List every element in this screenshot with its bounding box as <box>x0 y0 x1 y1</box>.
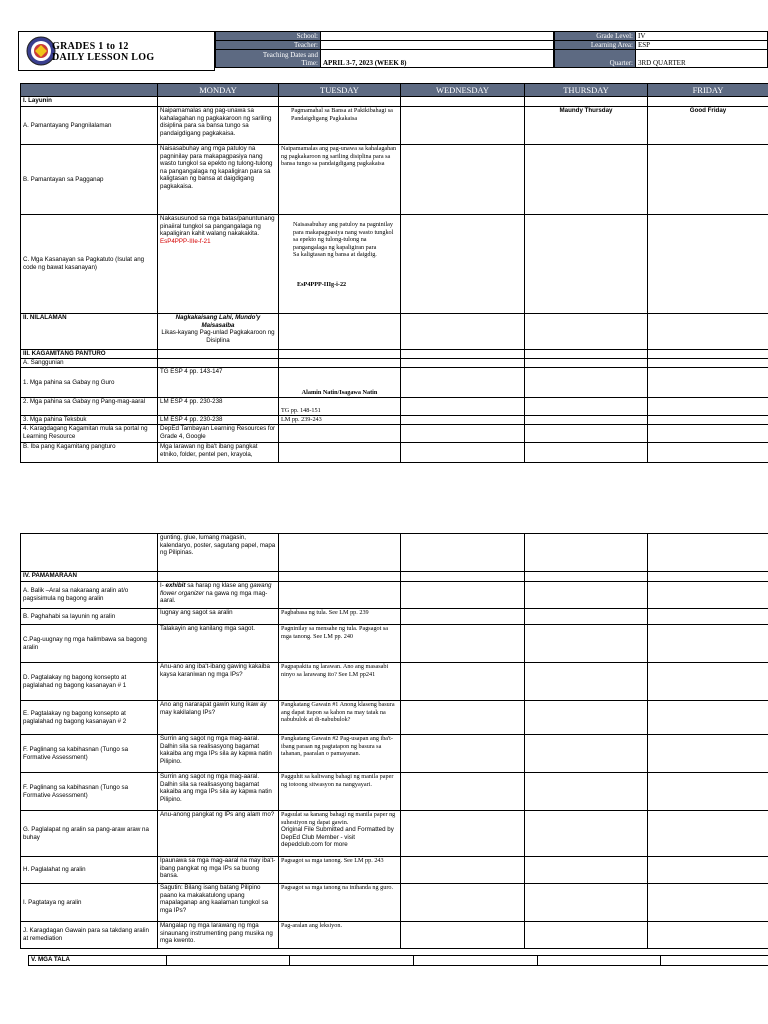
row-label: D. Pagtalakay ng bagong konsepto at paglalahad ng bagong kasanayan # 1 <box>21 663 158 701</box>
cell-monday: Anu-ano ang iba't-ibang gawing kakaiba kaysa karaniwan ng mga IPs? <box>158 663 279 701</box>
row-label: G. Paglalapat ng aralin sa pang-araw araw na buhay <box>21 811 158 857</box>
cell-monday: LM ESP 4 pp. 230-238 <box>158 416 279 425</box>
cell-tuesday: Pagsagot sa mga tanong. See LM pp. 243 <box>279 857 401 884</box>
section-kagamitan: III. KAGAMITANG PANTURO <box>21 350 158 359</box>
cell-monday: Nakasusunod sa mga batas/panuntunang pinaiiral tungkol sa pangangalaga ng kapaligiran kahit walang nakakakita. EsP4PPP-IIIe-f-21 <box>158 215 279 314</box>
day-header-monday: MONDAY <box>158 84 279 97</box>
cell-monday-continuation: gunting, glue, lumang magasin, kalendaryo, poster, sagutang papel, mapa ng Pilipinas. <box>158 534 279 572</box>
header-labels-right <box>554 31 636 68</box>
day-header-tuesday: TUESDAY <box>279 84 401 97</box>
cell-tuesday: Pagmamahal sa Bansa at Pakikibahagi sa Pandaigdigang Pagkakaisa <box>279 107 401 145</box>
cell-monday: TG ESP 4 pp. 143-147 <box>158 368 279 398</box>
cell-tuesday: Pag-aralan ang leksiyon. <box>279 922 401 949</box>
cell-monday-nilalaman: Nagkakaisang Lahi, Mundo'y Maisasalba Likas-kayang Pag-unlad Pagkakaroon ng Disiplina <box>158 314 279 350</box>
grade-label: Grade Level: <box>555 32 636 41</box>
title-grades: GRADES 1 to 12 <box>52 41 129 52</box>
cell-tuesday: Pagguhit sa kaliwang bahagi ng manila paper ng totoong sitwasyon na nangyayari. <box>279 773 401 811</box>
cell-monday: Naipamamalas ang pag-unawa sa kahalagahan ng pagkakaroon ng sariling disiplina para sa bansa tungo sa pandaigdigang pagkakaisa. <box>158 107 279 145</box>
row-label: 3. Mga pahina Teksbuk <box>21 416 158 425</box>
cell-tuesday: Alamin Natin/Isagawa Natin <box>279 368 401 398</box>
cell-tuesday: Pangkatang Gawain #1 Anong klaseng basura ang dapat itapon sa kahon na may tatak na nabubulok at di-nabubulok? <box>279 701 401 735</box>
cell-tuesday: TG pp. 148-151 <box>279 398 401 416</box>
row-label: I. Pagtataya ng aralin <box>21 884 158 922</box>
row-label: F. Paglinang sa kabihasnan (Tungo sa Formative Assessment) <box>21 773 158 811</box>
cell-monday: Surrin ang sagot ng mga mag-aaral. Dalhin sila sa realisasyong bagamat kakaiba ang mga IPs sila ay kapwa natin Pilipino. <box>158 735 279 773</box>
cell-monday: DepEd Tambayan Learning Resources for Grade 4, Google <box>158 425 279 443</box>
cell-monday: Surrin ang sagot ng mga mag-aaral. Dalhin sila sa realisasyong bagamat kakaiba ang mga IPs sila ay kapwa natin Pilipino. <box>158 773 279 811</box>
day-header-friday: FRIDAY <box>648 84 768 97</box>
section-nilalaman: II. NILALAMAN <box>21 314 158 350</box>
cell-monday: Naisasabuhay ang mga patuloy na pagninilay para makapagpasiya nang wasto tungkol sa epekto ng tulong-tulong na pangangalaga ng kapaligiran para sa kaligtasan ng bansa at daigdigang pagkakaisa. <box>158 145 279 215</box>
section-pamamaraan: IV. PAMAMARAAN <box>21 572 158 582</box>
day-header-wednesday: WEDNESDAY <box>401 84 525 97</box>
competency-code: EsP4PPP-IIIg-i-22 <box>297 280 347 288</box>
cell-thursday-holiday: Maundy Thursday <box>525 107 648 145</box>
cell-monday: Ipaunawa sa mga mag-aaral na may iba't-ibang pangkat ng mga IPs sa buong bansa. <box>158 857 279 884</box>
row-label: A. Pamantayang Pangnilalaman <box>21 107 158 145</box>
quarter-label: Quarter: <box>555 50 636 68</box>
teacher-label: Teacher: <box>216 41 321 50</box>
lesson-grid-page2 <box>20 533 768 949</box>
cell-tuesday: Pagninilay sa mensahe ng tula. Pagsagot sa mga tanong. See LM pp. 240 <box>279 625 401 663</box>
teacher-value <box>321 41 554 50</box>
mga-tala-row <box>28 955 768 966</box>
cell-monday: Mga larawan ng iba't ibang pangkat etniko, folder, pentel pen, krayola, <box>158 443 279 463</box>
logo-title-box <box>18 31 215 71</box>
dates-label: Teaching Dates and Time: <box>216 50 321 68</box>
cell-tuesday: Naipamamalas ang pag-unawa sa kahalagahan ng pagkakaroon ng sariling disiplina para sa bansa tungo sa pandaigdigang pagkakaisa <box>279 145 401 215</box>
grade-value: IV <box>636 32 768 41</box>
cell-monday: Anu-anong pangkat ng IPs ang alam mo? <box>158 811 279 857</box>
lesson-grid-page1 <box>20 83 768 463</box>
section-mga-tala: V. MGA TALA <box>29 956 167 966</box>
cell-tuesday: Pagsagot sa mga tanong na inihanda ng guro. <box>279 884 401 922</box>
area-value: ESP <box>636 41 768 50</box>
quarter-value: 3RD QUARTER <box>636 50 768 68</box>
school-label: School: <box>216 32 321 41</box>
row-label: A. Sanggunian <box>21 359 158 368</box>
competency-code: EsP4PPP-IIIe-f-21 <box>160 237 211 245</box>
header-values-left <box>320 31 554 68</box>
row-label: 4. Karagdagang Kagamitan mula sa portal ng Learning Resource <box>21 425 158 443</box>
row-label: F. Paglinang sa kabihasnan (Tungo sa Formative Assessment) <box>21 735 158 773</box>
cell-monday: Ano ang nararapat gawin kung ikaw ay may kakilalang IPs? <box>158 701 279 735</box>
cell-friday-holiday: Good Friday <box>648 107 768 145</box>
header-values-right <box>635 31 768 68</box>
row-label: E. Pagtalakay ng bagong konsepto at paglalahad ng bagong kasanayan # 2 <box>21 701 158 735</box>
cell-monday: Iugnay ang sagot sa aralin <box>158 609 279 625</box>
school-value <box>321 32 554 41</box>
row-label: 1. Mga pahina sa Gabay ng Guro <box>21 368 158 398</box>
section-layunin: I. Layunin <box>21 97 158 107</box>
row-label: H. Paglalahat ng aralin <box>21 857 158 884</box>
cell-tuesday: Pagbabasa ng tula. See LM pp. 239 <box>279 609 401 625</box>
cell-tuesday: Pagsulat sa kanang bahagi ng manila paper ng suhestiyon ng dapat gawin. Original File Submitted and Formatted by DepEd Club Member - visit depedclub.com for more <box>279 811 401 857</box>
day-header-thursday: THURSDAY <box>525 84 648 97</box>
row-label: B. Pamantayan sa Pagganap <box>21 145 158 215</box>
header-labels-left <box>215 31 321 68</box>
row-label: A. Balik –Aral sa nakaraang aralin at/o pagsisimula ng bagong aralin <box>21 582 158 609</box>
title-daily-lesson-log: DAILY LESSON LOG <box>52 52 155 63</box>
cell-monday: Talakayin ang kanilang mga sagot. <box>158 625 279 663</box>
cell-tuesday: Pangkatang Gawain #2 Pag-usapan ang iba't-ibang paraan ng pagtatapon ng basura sa tahanan, paaralan o pamayanan. <box>279 735 401 773</box>
row-label: 2. Mga pahina sa Gabay ng Pang-mag-aaral <box>21 398 158 416</box>
row-label: J. Karagdagan Gawain para sa takdang aralin at remediation <box>21 922 158 949</box>
cell-tuesday: LM pp. 239-243 <box>279 416 401 425</box>
corner-cell <box>21 84 158 97</box>
cell-monday: Sagutin: Bilang isang batang Pilipino paano ka makakatulong upang mapalaganap ang kaalaman tungkol sa mga IPs? <box>158 884 279 922</box>
cell-tuesday: Naisasabuhay ang patuloy na pagninilay para makapagpasiya nang wasto tungkol sa epekto ng tulong-tulong na pangangalaga ng kapaligiran para Sa kaligtasan ng bansa at daigdig. EsP4PPP-IIIg-i-22 <box>279 215 401 314</box>
row-label: B. Iba pang Kagamitang pangturo <box>21 443 158 463</box>
cell-monday: LM ESP 4 pp. 230-238 <box>158 398 279 416</box>
dates-value: APRIL 3-7, 2023 (WEEK 8) <box>321 50 554 68</box>
row-label: C.Pag-uugnay ng mga halimbawa sa bagong aralin <box>21 625 158 663</box>
area-label: Learning Area: <box>555 41 636 50</box>
cell-monday: Mangalap ng mga larawang ng mga sinaunang instrumenting pang musika ng mga kwento. <box>158 922 279 949</box>
cell-tuesday: Pagpapakita ng larawan. Ano ang masasabi ninyo sa larawang ito? See LM pp241 <box>279 663 401 701</box>
source-note: Original File Submitted and Formatted by DepEd Club Member - visit depedclub.com for more <box>281 826 394 849</box>
row-label: B. Paghahabi sa layunin ng aralin <box>21 609 158 625</box>
row-label: C. Mga Kasanayan sa Pagkatuto (Isulat ang code ng bawat kasanayan) <box>21 215 158 314</box>
cell-monday: I- exhibit sa harap ng klase ang gawang flower organizer na gawa ng mga mag-aaral. <box>158 582 279 609</box>
